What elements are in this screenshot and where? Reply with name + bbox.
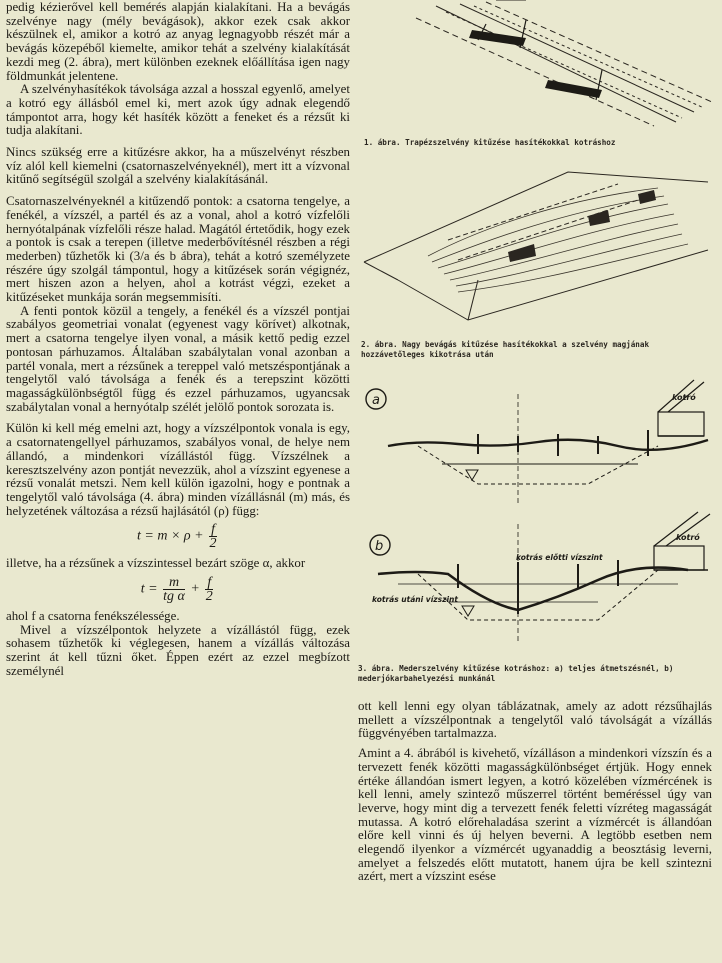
kotro-label-b: kotró <box>676 533 700 542</box>
paragraph: pedig kézierővel kell bemérés alapján kialakítani. Ha a bevágás szelvénye nagy (mély bevágások), akkor ezek csak akkor készülnek el, amikor a kotró az anyag legnagyobb részét már a bevágás közepéből kiemelte, amikor tehát a szelvény kialakítását kezdi meg (2. ábra), mert különben ezeknek előállítása igen nagy földmunkát jelentene. <box>6 0 350 83</box>
right-text-column <box>358 700 712 884</box>
figure-2-excavation-drawing <box>358 160 722 330</box>
panel-a-label: a <box>372 393 380 408</box>
formula-1: t = m × ρ + $\frac{f}{2}$ <box>137 522 217 552</box>
figure-3-cross-sections <box>358 374 722 662</box>
figure-1-trench-drawing <box>376 0 716 128</box>
kotro-label-a: kotró <box>672 393 696 402</box>
paragraph: Amint a 4. ábrából is kivehető, vízálláson a mindenkori vízszín és a tervezett fenék közötti magasságkülönbséget értjük. Hogy ennek értéke állandóan ismert legyen, a kotró közelében vízmércének is kell lenni, amely szintező műszerrel történt beméréssel úgy van leverve, hogy mint dig a tervezett fenék feletti vízréteg magasságát mutassa. A kotró előrehaladása szerint a vízmércét is állandóan előre kell vinni és új helyen beverni. A legtöbb esetben nem elegendő ilyenkor a vízmércét ugyanaddig a beosztásig leverni, amelyet a felszedés előtt mutatott, hanem újra be kell szintezni azért, mert a vízszint esése <box>358 746 712 884</box>
paragraph: A szelvényhasítékok távolsága azzal a hosszal egyenlő, amelyet a kotró egy állásból emel ki, mert azok úgy adnak elegendő támpontot arra, hogy két hasíték között a feneket és a rézsűt ki tudja alakítani. <box>6 82 350 138</box>
kotras-utani-label: kotrás utáni vízszint <box>372 595 458 604</box>
formula-2: t = $\frac{m}{\text{tg α}}$ + $\frac{f}{2}$ <box>140 575 213 605</box>
paragraph: Mivel a vízszélpontok helyzete a vízállástól függ, ezek sohasem tűzhetők ki véglegesen, hanem a vízállás változása szerint át kell tűzni őket. Éppen ezért az ezzel megbízott személynél <box>6 622 350 678</box>
kotras-elotti-label: kotrás előtti vízszint <box>516 553 603 562</box>
paragraph: illetve, ha a rézsűnek a vízszintessel bezárt szöge α, akkor <box>6 556 306 571</box>
paragraph: ott kell lenni egy olyan táblázatnak, amely az adott rézsűhajlás mellett a vízszélpontnak a tengelytől való távolságát a vízállás függvényében tartalmazza. <box>358 699 712 741</box>
left-text-column <box>6 1 350 679</box>
paragraph: ahol f a csatorna fenékszélessége. <box>6 609 180 624</box>
paragraph: Nincs szükség erre a kitűzésre akkor, ha a műszelvényt részben víz alól kell kiemelni (csatornaszelvényeknél), mert itt a vízvonal kitűnő segítségül szolgál a szelvény kialakításánál. <box>6 145 350 187</box>
figure-3-caption: 3. ábra. Mederszelvény kitűzése kotráshoz: a) teljes átmetszésnél, b) mederjókarbahelyezési munkánál <box>358 664 674 683</box>
paragraph: Külön ki kell még emelni azt, hogy a vízszélpontok vonala is egy, a csatornatengellyel párhuzamos, szabályos vonal, de helye nem állandó, a mindenkori vízállástól függ. Vízszélnek a keresztszelvény azon pontját nevezzük, ahol a vízszint egyenese a rézsű vonalát metszi. Nem kell külön igazolni, hogy e pontnak a tengelytől való távolsága (4. ábra) minden vízállásnál (m) más, és helyzetének változása a rézsű hajlásától (ρ) függ: <box>6 421 350 518</box>
figure-1-caption: 1. ábra. Trapézszelvény kitűzése hasítékokkal kotráshoz <box>364 138 616 147</box>
paragraph: A fenti pontok közül a tengely, a fenékél és a vízszél pontjai szabályos geometriai vonalat (egyenest vagy körívet) alkotnak, mert a csatorna tengelye ilyen vonal, a másik kettő pedig ezzel pontosan párhuzamos. Általában szabálytalan vonal azonban a partél vonala, mert a rézsűnek a tereppel való metszéspontjának a tengelytől való távolsága a fenék és a terepszint közötti magasságkülönbségtől függ és ezzel párhuzamos, ugyancsak szabálytalan vonal a hernyótalp szélét jelölő pontok sorozata is. <box>6 303 350 414</box>
panel-b-label: b <box>375 539 384 554</box>
paragraph: Csatornaszelvényeknél a kitűzendő pontok: a csatorna tengelye, a fenékél, a vízszél, a partél és az a vonal, ahol a kotró vízfelőli hernyótalpának vízfelőli része halad. Magától értetődik, hogy ezek a pontok is csak a terepen (illetve mederbővítésnél részben a régi mederben) tűzhetők ki (3/a és b ábra), tehát a kotró személyzete részére úgy szolgál támpontul, hogy a kitűzések során végignéz, mert hiszen azon a helyen, ahol a kotrást végzi, ezeket a kitűzéseket munkája során megsemmisíti. <box>6 194 350 305</box>
figure-2-caption: 2. ábra. Nagy bevágás kitűzése hasítékokkal a szelvény magjának hozzávetőleges kikotrása után <box>361 340 650 359</box>
